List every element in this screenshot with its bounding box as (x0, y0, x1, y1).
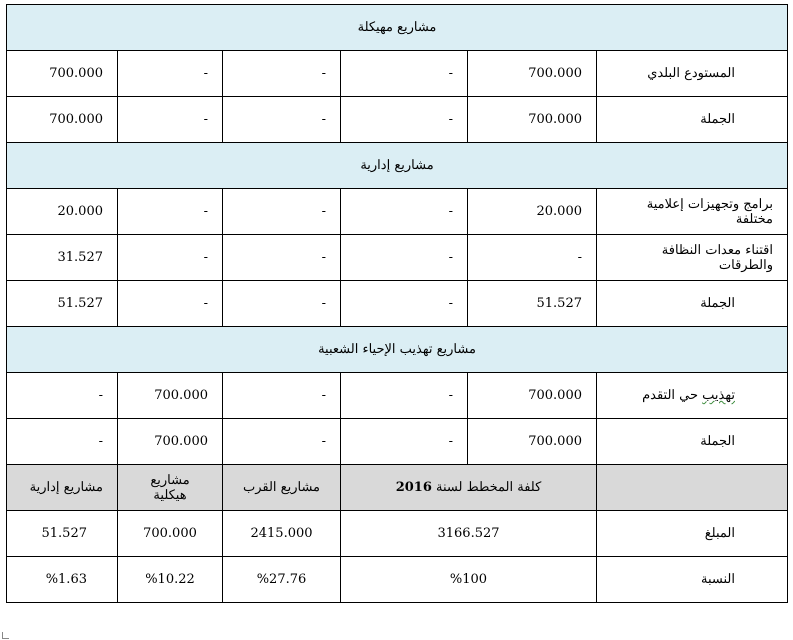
row-label: الجملة (597, 419, 788, 465)
cell-value: - (118, 281, 223, 327)
cell-value: - (7, 373, 118, 419)
cell-value: 31.527 (7, 235, 118, 281)
table-row (7, 281, 788, 327)
cell-value: - (118, 97, 223, 143)
cell-value: - (341, 189, 468, 235)
cell-value: 20.000 (7, 189, 118, 235)
row-label: المبلغ (597, 511, 788, 557)
cell-value: 700.000 (468, 419, 597, 465)
cell-value: - (118, 235, 223, 281)
cell-value: - (223, 419, 341, 465)
row-label: الجملة (597, 281, 788, 327)
table-row (7, 51, 788, 97)
cell-value: 700.000 (7, 97, 118, 143)
row-label (597, 373, 788, 419)
summary-ratio-row (7, 557, 788, 603)
header-administrative: مشاريع إدارية (7, 465, 118, 511)
amount-administrative: 51.527 (7, 511, 118, 557)
table-row (7, 189, 788, 235)
cell-value: - (7, 419, 118, 465)
row-label: النسبة (597, 557, 788, 603)
header-plan-cost (341, 465, 597, 511)
header-structural (118, 465, 223, 511)
cell-value: - (341, 235, 468, 281)
cell-value: 700.000 (468, 97, 597, 143)
row-label-underlined: تهذيب (702, 388, 735, 403)
cell-value: 51.527 (468, 281, 597, 327)
ratio-proximity: %27.76 (223, 557, 341, 603)
cell-value: - (341, 373, 468, 419)
cell-value: - (341, 281, 468, 327)
cell-value: 700.000 (7, 51, 118, 97)
amount-proximity: 2415.000 (223, 511, 341, 557)
cell-value: - (341, 51, 468, 97)
table-row (7, 419, 788, 465)
section-title: مشاريع مهيكلة (7, 5, 788, 51)
cell-value: 20.000 (468, 189, 597, 235)
cell-value: 51.527 (7, 281, 118, 327)
cell-value: 700.000 (118, 373, 223, 419)
header-proximity: مشاريع القرب (223, 465, 341, 511)
section-title: مشاريع تهذيب الإحياء الشعبية (7, 327, 788, 373)
section-title: مشاريع إدارية (7, 143, 788, 189)
header-structural-line2: هيكلية (153, 487, 187, 503)
row-label: الجملة (597, 97, 788, 143)
section-header-administrative (7, 143, 788, 189)
page-corner-mark (2, 632, 9, 639)
ratio-total: %100 (341, 557, 597, 603)
header-plan-cost-text: كلفة المخطط لسنة (431, 480, 542, 495)
row-label-rest: حي التقدم (642, 388, 703, 403)
row-label: المستودع البلدي (597, 51, 788, 97)
table-row (7, 235, 788, 281)
table-row (7, 97, 788, 143)
cell-value: - (118, 189, 223, 235)
header-structural-line1: مشاريع (150, 472, 190, 488)
budget-table (6, 4, 788, 603)
amount-total: 3166.527 (341, 511, 597, 557)
cell-value: - (223, 97, 341, 143)
cell-value: - (223, 281, 341, 327)
amount-structural: 700.000 (118, 511, 223, 557)
row-label: اقتناء معدات النظافة والطرقات (597, 235, 788, 281)
cell-value: - (223, 235, 341, 281)
header-empty (597, 465, 788, 511)
section-header-neighborhoods (7, 327, 788, 373)
ratio-administrative: %1.63 (7, 557, 118, 603)
cell-value: - (341, 97, 468, 143)
ratio-structural: %10.22 (118, 557, 223, 603)
cell-value: 700.000 (118, 419, 223, 465)
row-label: برامج وتجهيزات إعلامية مختلفة (597, 189, 788, 235)
cell-value: - (223, 189, 341, 235)
section-header-structured (7, 5, 788, 51)
cell-value: - (223, 373, 341, 419)
summary-amount-row (7, 511, 788, 557)
cell-value: - (223, 51, 341, 97)
header-plan-cost-year: 2016 (395, 480, 432, 495)
cell-value: - (468, 235, 597, 281)
summary-header-row (7, 465, 788, 511)
cell-value: - (118, 51, 223, 97)
cell-value: 700.000 (468, 373, 597, 419)
cell-value: 700.000 (468, 51, 597, 97)
table-row (7, 373, 788, 419)
cell-value: - (341, 419, 468, 465)
